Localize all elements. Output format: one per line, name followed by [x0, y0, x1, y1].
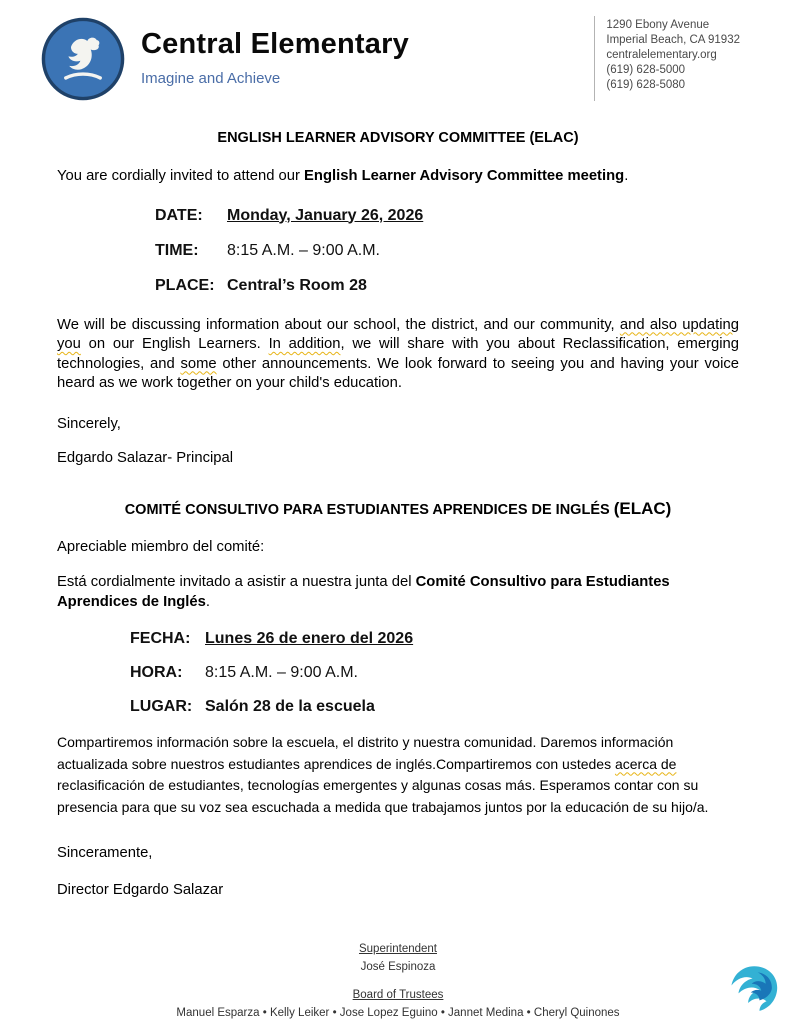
- spanish-closing: Sinceramente,: [57, 845, 153, 861]
- english-closing: Sincerely,: [57, 415, 121, 432]
- english-invitation-suffix: .: [624, 168, 629, 184]
- spanish-title: [57, 499, 739, 519]
- english-time-value: 8:15 A.M. – 9:00 A.M.: [227, 241, 380, 259]
- english-body-segment: , we will share with you about Reclassification, emerging technologies, and: [57, 336, 739, 372]
- english-meeting-details: [155, 207, 739, 295]
- spanish-date-label: FECHA:: [130, 630, 191, 647]
- spanish-time-value: 8:15 A.M. – 9:00 A.M.: [205, 664, 358, 681]
- letterhead-text: [141, 16, 409, 87]
- school-logo-icon: [40, 16, 126, 102]
- address-line-city: Imperial Beach, CA 91932: [606, 34, 740, 46]
- letterhead: [0, 0, 796, 102]
- spanish-date-row: [130, 630, 739, 648]
- english-body-segment: other announcements. We look forward to seeing you and having your voice heard as we work together on your child's education.: [57, 355, 739, 391]
- english-body-paragraph: [57, 316, 739, 394]
- spanish-body-segment-flagged: acerca de: [614, 755, 677, 772]
- english-date-value: Monday, January 26, 2026: [227, 206, 424, 224]
- letter-body: [0, 130, 796, 900]
- superintendent-label: Superintendent: [358, 943, 437, 955]
- spanish-invitation-suffix: .: [205, 593, 210, 610]
- spanish-time-row: [130, 664, 739, 682]
- spanish-title-main: COMITÉ CONSULTIVO PARA ESTUDIANTES APRENDICES DE INGLÉS: [124, 501, 614, 518]
- spanish-date-value: Lunes 26 de enero del 2026: [205, 630, 414, 647]
- address-line-street: 1290 Ebony Avenue: [606, 19, 710, 31]
- spanish-title-elac: (ELAC): [613, 498, 672, 518]
- spanish-time-label: HORA:: [130, 664, 183, 681]
- address-line-website: centralelementary.org: [606, 49, 717, 61]
- spanish-place-label: LUGAR:: [130, 698, 193, 715]
- letterhead-address: [594, 16, 740, 101]
- english-body-segment: We will be discussing information about our school, the district, and our community,: [57, 316, 620, 333]
- address-line-fax: (619) 628-5080: [606, 79, 686, 91]
- spanish-place-row: [130, 698, 739, 716]
- school-name: Central Elementary: [141, 28, 409, 60]
- spanish-signature: Director Edgardo Salazar: [57, 881, 224, 898]
- spanish-body-paragraph: [57, 732, 739, 818]
- footer: [0, 940, 796, 1022]
- english-body-segment-flagged: and also updating you: [57, 316, 739, 352]
- spanish-invitation-bold: Comité Consultivo para Estudiantes Aprendices de Inglés: [57, 574, 670, 610]
- wave-icon: [728, 961, 784, 1017]
- english-invitation-bold: English Learner Advisory Committee meeting: [304, 168, 625, 184]
- english-signature: Edgardo Salazar- Principal: [57, 450, 234, 466]
- english-body-segment-flagged: In addition: [268, 336, 341, 352]
- english-title: ENGLISH LEARNER ADVISORY COMMITTEE (ELAC): [217, 130, 579, 146]
- english-place-row: [155, 277, 739, 295]
- footer-spacer: [0, 976, 796, 986]
- english-time-label: TIME:: [155, 241, 199, 259]
- spanish-invitation-prefix: Está cordialmente invitado a asistir a nuestra junta del: [57, 574, 416, 590]
- english-place-value: Central’s Room 28: [227, 276, 367, 294]
- english-invitation: [57, 167, 739, 187]
- spanish-salutation: Apreciable miembro del comité:: [57, 538, 265, 555]
- superintendent-name: José Espinoza: [360, 961, 436, 973]
- board-members: Manuel Esparza • Kelly Leiker • Jose Lopez Eguino • Jannet Medina • Cheryl Quinones: [176, 1007, 620, 1019]
- spanish-meeting-details: [130, 630, 739, 716]
- address-line-phone: (619) 628-5000: [606, 64, 686, 76]
- spanish-body-segment: Compartiremos información sobre la escuela, el distrito y nuestra comunidad. Daremos información actualizada sobre nuestros estudiantes aprendices de inglés.Compartiremos con ustedes: [57, 734, 674, 772]
- school-tagline: Imagine and Achieve: [141, 70, 281, 87]
- spanish-place-value: Salón 28 de la escuela: [205, 698, 375, 715]
- spanish-body-segment: reclasificación de estudiantes, tecnologías emergentes y algunas cosas más. Esperamos contar con su presencia para que su voz sea escuchada a medida que trabajamos juntos por la educación de su hijo/a.: [57, 777, 709, 815]
- english-date-row: [155, 207, 739, 225]
- spanish-invitation: [57, 573, 739, 612]
- english-body-segment-flagged: some: [180, 355, 217, 372]
- english-body-segment: on our English Learners.: [80, 336, 269, 352]
- english-invitation-prefix: You are cordially invited to attend our: [57, 168, 305, 184]
- english-place-label: PLACE:: [155, 276, 215, 294]
- english-date-label: DATE:: [155, 206, 203, 224]
- english-time-row: [155, 242, 739, 260]
- board-of-trustees-label: Board of Trustees: [352, 989, 444, 1001]
